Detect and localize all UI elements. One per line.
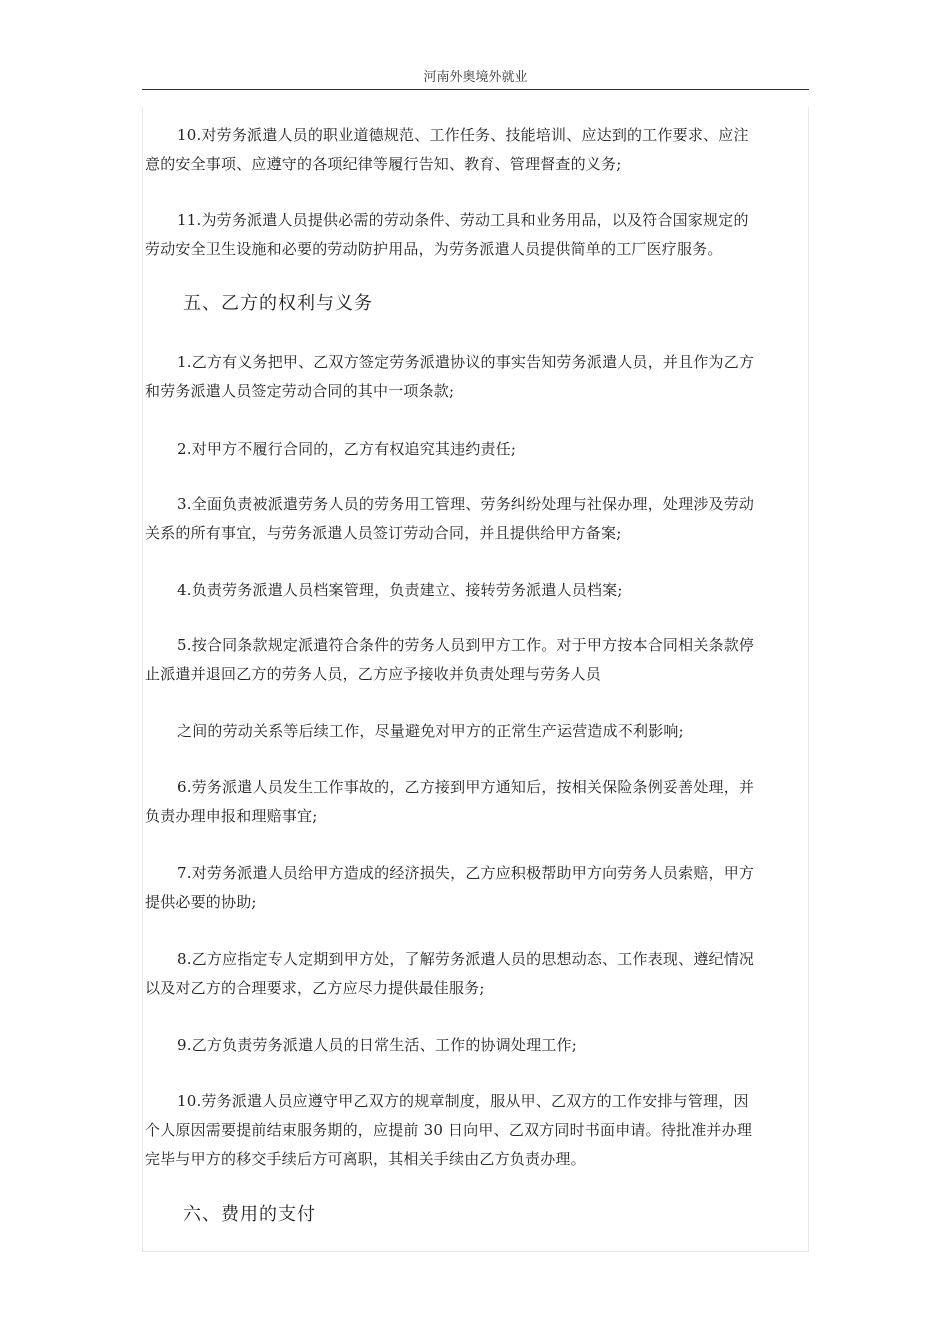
clause-b4 [145, 576, 807, 605]
clause-line: 11.为劳务派遣人员提供必需的劳动条件、劳动工具和业务用品，以及符合国家规定的 [177, 211, 749, 229]
clause-b3 [145, 490, 807, 548]
clause-line: 5.按合同条款规定派遣符合条件的劳务人员到甲方工作。对于甲方按本合同相关条款停 [177, 636, 755, 654]
clause-b1 [145, 348, 807, 406]
clause-a10 [145, 121, 807, 179]
clause-b6 [145, 773, 807, 831]
clause-line: 劳动安全卫生设施和必要的劳动防护用品，为劳务派遣人员提供简单的工厂医疗服务。 [145, 240, 723, 258]
section-heading-6: 六、费用的支付 [183, 1204, 316, 1225]
clause-b5-continuation [145, 717, 807, 746]
clause-line: 10.对劳务派遣人员的职业道德规范、工作任务、技能培训、应达到的工作要求、应注 [177, 126, 749, 144]
clause-line: 6.劳务派遣人员发生工作事故的，乙方接到甲方通知后，按相关保险条例妥善处理，并 [177, 778, 755, 796]
clause-line: 止派遣并退回乙方的劳务人员，乙方应予接收并负责处理与劳务人员 [145, 665, 602, 683]
clause-line: 负责办理申报和理赔事宜; [145, 807, 318, 825]
clause-b8 [145, 945, 807, 1003]
header-rule [142, 89, 809, 90]
clause-b10 [145, 1087, 807, 1174]
clause-b9 [145, 1031, 807, 1060]
clause-b5 [145, 631, 807, 689]
clause-a11 [145, 206, 807, 264]
clause-line: 关系的所有事宜，与劳务派遣人员签订劳动合同，并且提供给甲方备案; [145, 524, 622, 542]
clause-line: 1.乙方有义务把甲、乙双方签定劳务派遣协议的事实告知劳务派遣人员，并且作为乙方 [177, 353, 755, 371]
clause-b7 [145, 859, 807, 917]
clause-line: 4.负责劳务派遣人员档案管理，负责建立、接转劳务派遣人员档案; [177, 581, 623, 599]
clause-line: 个人原因需要提前结束服务期的，应提前 30 日向甲、乙双方同时书面申请。待批准并办理 [145, 1121, 753, 1139]
clause-line: 8.乙方应指定专人定期到甲方处，了解劳务派遣人员的思想动态、工作表现、遵纪情况 [177, 950, 755, 968]
clause-line: 和劳务派遣人员签定劳动合同的其中一项条款; [145, 382, 455, 400]
clause-line: 3.全面负责被派遣劳务人员的劳务用工管理、劳务纠纷处理与社保办理，处理涉及劳动 [177, 495, 755, 513]
clause-line: 以及对乙方的合理要求，乙方应尽力提供最佳服务; [145, 979, 485, 997]
clause-line: 完毕与甲方的移交手续后方可离职，其相关手续由乙方负责办理。 [145, 1150, 586, 1168]
clause-b2 [145, 435, 807, 464]
clause-line: 9.乙方负责劳务派遣人员的日常生活、工作的协调处理工作; [177, 1036, 577, 1054]
clause-line: 意的安全事项、应遵守的各项纪律等履行告知、教育、管理督查的义务; [145, 155, 622, 173]
clause-line: 2.对甲方不履行合同的，乙方有权追究其违约责任; [177, 440, 517, 458]
clause-line: 提供必要的协助; [145, 893, 257, 911]
page-header: 河南外奥境外就业 [423, 70, 528, 85]
clause-line: 7.对劳务派遣人员给甲方造成的经济损失，乙方应积极帮助甲方向劳务人员索赔，甲方 [177, 864, 755, 882]
clause-line: 之间的劳动关系等后续工作，尽量避免对甲方的正常生产运营造成不利影响; [177, 722, 684, 740]
section-heading-5: 五、乙方的权利与义务 [183, 293, 373, 314]
clause-line: 10.劳务派遣人员应遵守甲乙双方的规章制度，服从甲、乙双方的工作安排与管理，因 [177, 1092, 749, 1110]
